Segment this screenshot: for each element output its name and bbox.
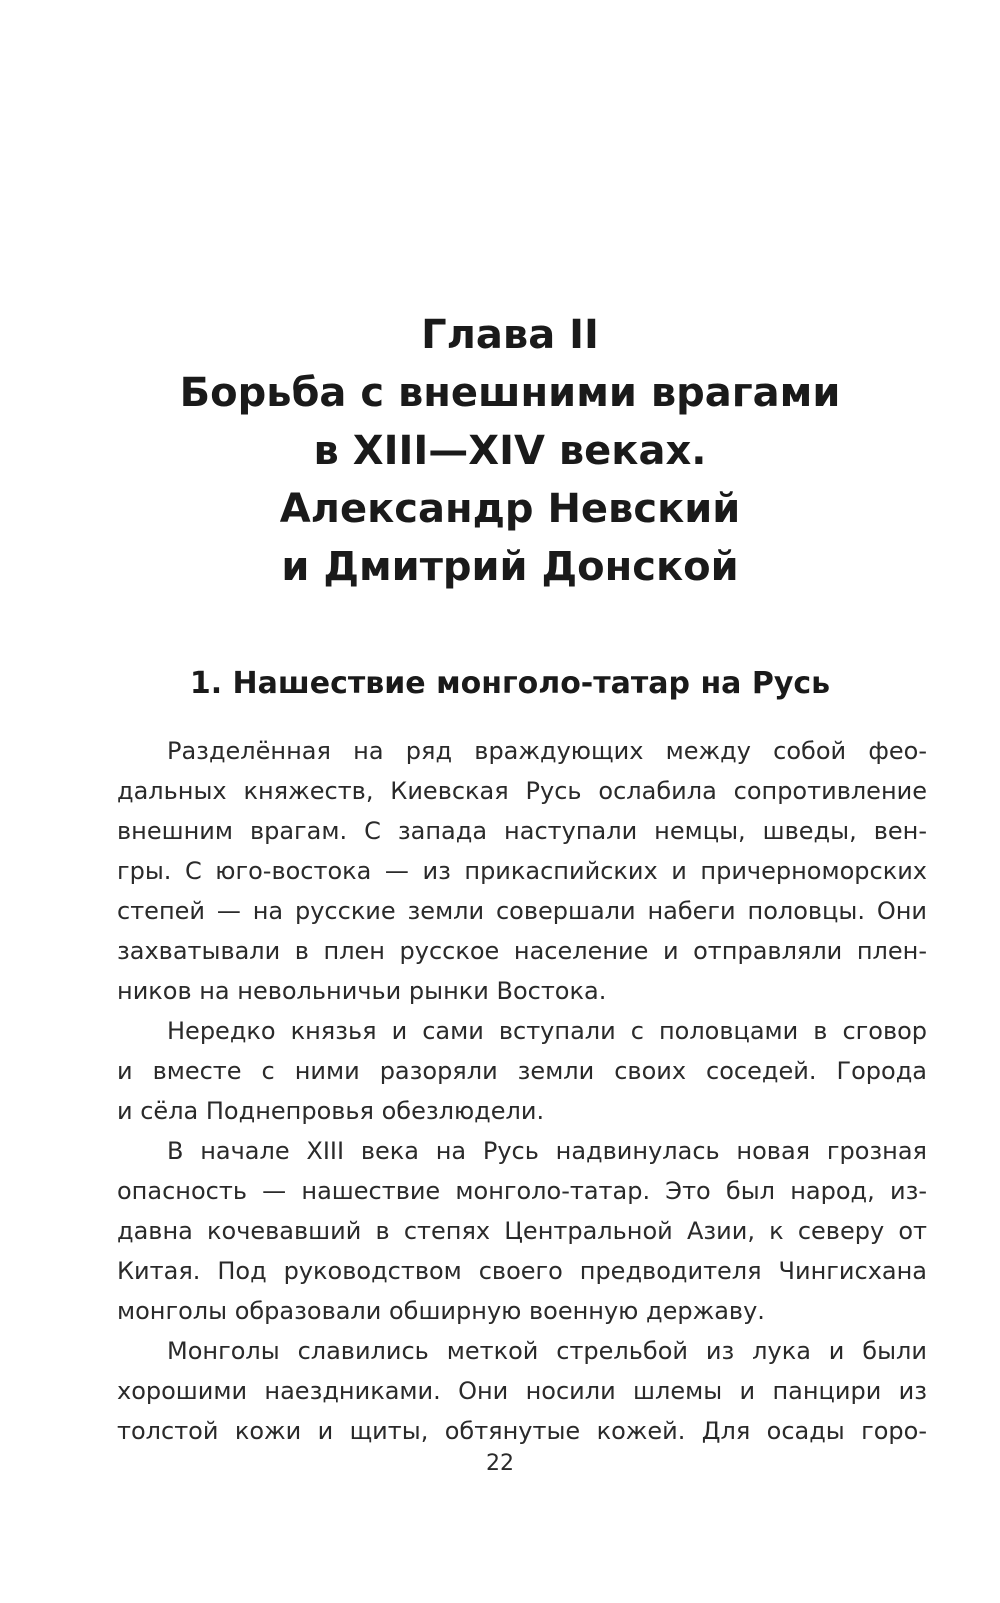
text-line: Нередко князья и сами вступали с половцами в сговор xyxy=(167,1017,927,1045)
text-line: давна кочевавший в степях Центральной Азии, к северу от xyxy=(117,1217,927,1245)
text-line: Монголы славились меткой стрельбой из лука и были xyxy=(167,1337,927,1365)
page-number: 22 xyxy=(486,1451,514,1476)
text-line: В начале XIII века на Русь надвинулась новая грозная xyxy=(167,1137,927,1165)
chapter-title-line: в XIII—XIV веках. xyxy=(313,428,707,474)
text-line: Китая. Под руководством своего предводителя Чингисхана xyxy=(117,1257,927,1285)
text-line: внешним врагам. С запада наступали немцы, шведы, вен- xyxy=(117,817,927,845)
chapter-title-line: и Дмитрий Донской xyxy=(281,544,739,590)
text-line: гры. С юго-востока — из прикаспийских и причерноморских xyxy=(117,857,927,885)
text-line: ников на невольничьи рынки Востока. xyxy=(117,977,607,1005)
text-line: захватывали в плен русское население и отправляли плен- xyxy=(117,937,927,965)
section-title: 1. Нашествие монголо-татар на Русь xyxy=(189,666,831,701)
chapter-title-line: Александр Невский xyxy=(279,486,741,532)
chapter-heading xyxy=(100,306,920,596)
text-line: толстой кожи и щиты, обтянутые кожей. Для осады горо- xyxy=(117,1417,927,1445)
text-line: и сёла Поднепровья обезлюдели. xyxy=(117,1097,545,1125)
text-line: Разделённая на ряд враждующих между собой фео- xyxy=(167,737,927,765)
text-line: монголы образовали обширную военную державу. xyxy=(117,1297,765,1325)
chapter-title-line: Борьба с внешними врагами xyxy=(179,370,841,416)
chapter-number: Глава II xyxy=(421,312,599,358)
text-line: дальных княжеств, Киевская Русь ослабила сопротивление xyxy=(117,777,927,805)
text-line: степей — на русские земли совершали набеги половцы. Они xyxy=(117,897,927,925)
text-line: и вместе с ними разоряли земли своих соседей. Города xyxy=(117,1057,927,1085)
body-text xyxy=(117,731,927,1451)
text-line: хорошими наездниками. Они носили шлемы и панцири из xyxy=(117,1377,927,1405)
text-line: опасность — нашествие монголо-татар. Это был народ, из- xyxy=(117,1177,927,1205)
